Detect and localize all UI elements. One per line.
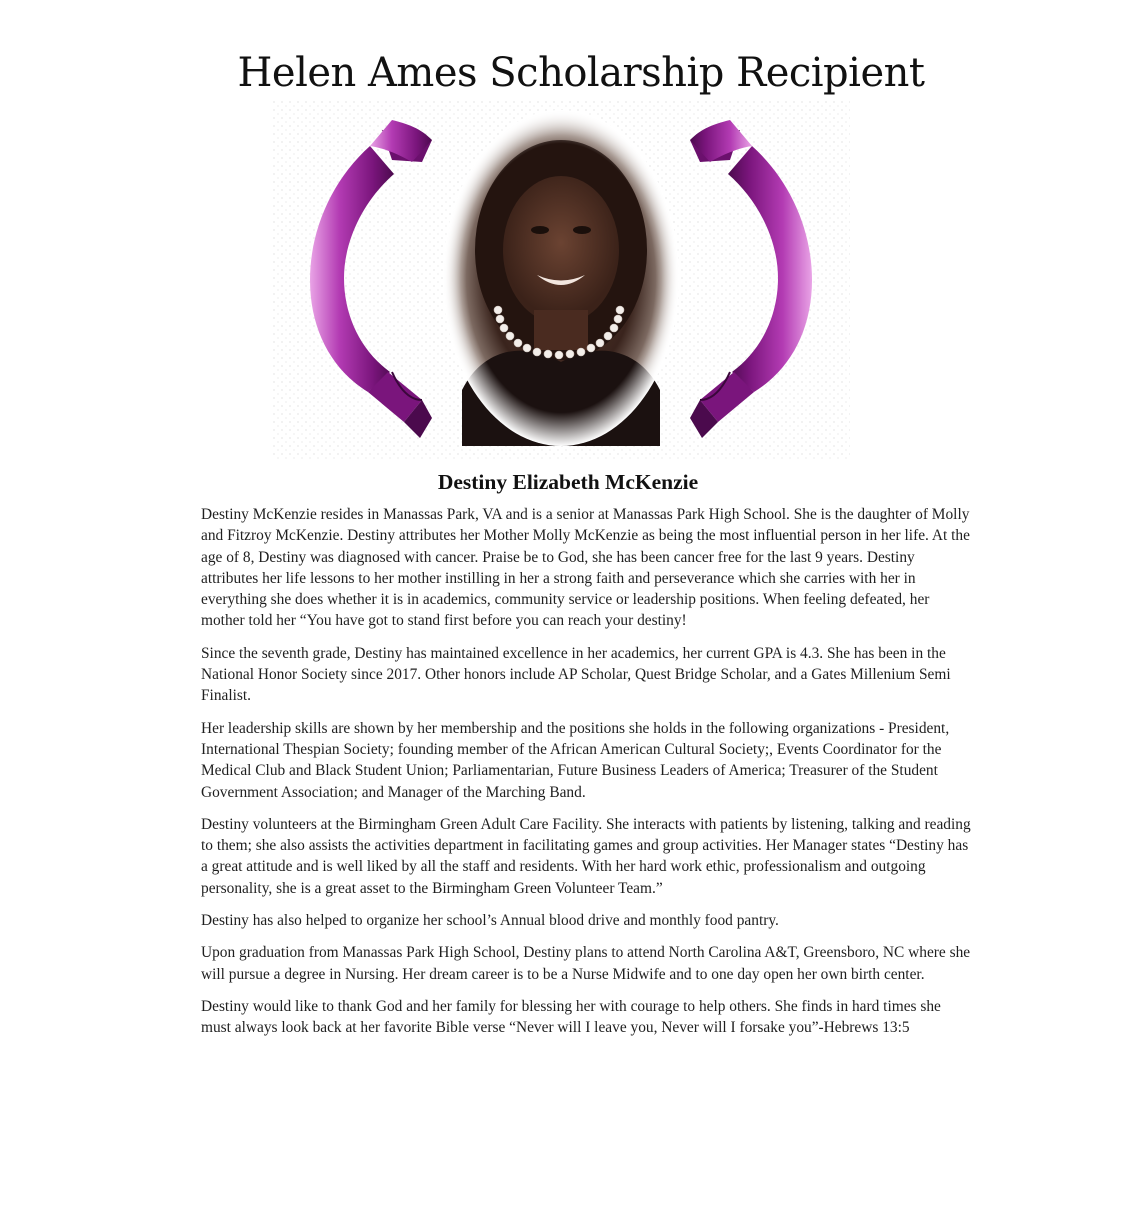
recipient-name: Destiny Elizabeth McKenzie — [437, 470, 699, 494]
bio-paragraph: Upon graduation from Manassas Park High School, Destiny plans to attend North Carolina A&T, Greensboro, NC where she will pursue a degree in Nursing. Her dream career is to be a Nurse Midwife and to one day open her own birth center. — [201, 944, 971, 983]
bio-paragraph: Since the seventh grade, Destiny has maintained excellence in her academics, her current GPA is 4.3. She has been in the National Honor Society since 2017. Other honors include AP Scholar, Quest Bridge Scholar, and a Gates Millenium Semi Finalist. — [201, 644, 951, 705]
page-title: Helen Ames Scholarship Recipient — [237, 50, 925, 96]
portrait-banner — [272, 100, 850, 460]
portrait-oval — [443, 110, 679, 446]
bio-paragraph: Destiny has also helped to organize her school’s Annual blood drive and monthly food pantry. — [201, 912, 779, 930]
biography — [201, 504, 971, 1050]
bio-paragraph: Destiny McKenzie resides in Manassas Park, VA and is a senior at Manassas Park High School. She is the daughter of Molly and Fitzroy McKenzie. Destiny attributes her Mother Molly McKenzie as being the most influential person in her life. At the age of 8, Destiny was diagnosed with cancer. Praise be to God, she has been cancer free for the last 9 years. Destiny attributes her life lessons to her mother instilling in her a strong faith and perseverance which she carries with her in everything she does whether it is in academics, community service or leadership positions. When feeling defeated, her mother told her “You have got to stand first before you can reach your destiny! — [201, 506, 970, 630]
portrait-photo-icon — [272, 100, 850, 460]
bio-paragraph: Destiny volunteers at the Birmingham Green Adult Care Facility. She interacts with patients by listening, talking and reading to them; she also assists the activities department in facilitating games and group activities. Her Manager states “Destiny has a great attitude and is well liked by all the staff and residents. With her hard work ethic, professionalism and outgoing personality, she is a great asset to the Birmingham Green Volunteer Team.” — [201, 815, 971, 897]
bio-paragraph: Destiny would like to thank God and her family for blessing her with courage to help others. She finds in hard times she must always look back at her favorite Bible verse “Never will I leave you, Never will I forsake you”-Hebrews 13:5 — [201, 997, 941, 1037]
bio-paragraph: Her leadership skills are shown by her membership and the positions she holds in the following organizations - President, International Thespian Society; founding member of the African American Cultural Society;, Events Coordinator for the Medical Club and Black Student Union; Parliamentarian, Future Business Leaders of America; Treasurer of the Student Government Association; and Manager of the Marching Band. — [201, 719, 950, 801]
